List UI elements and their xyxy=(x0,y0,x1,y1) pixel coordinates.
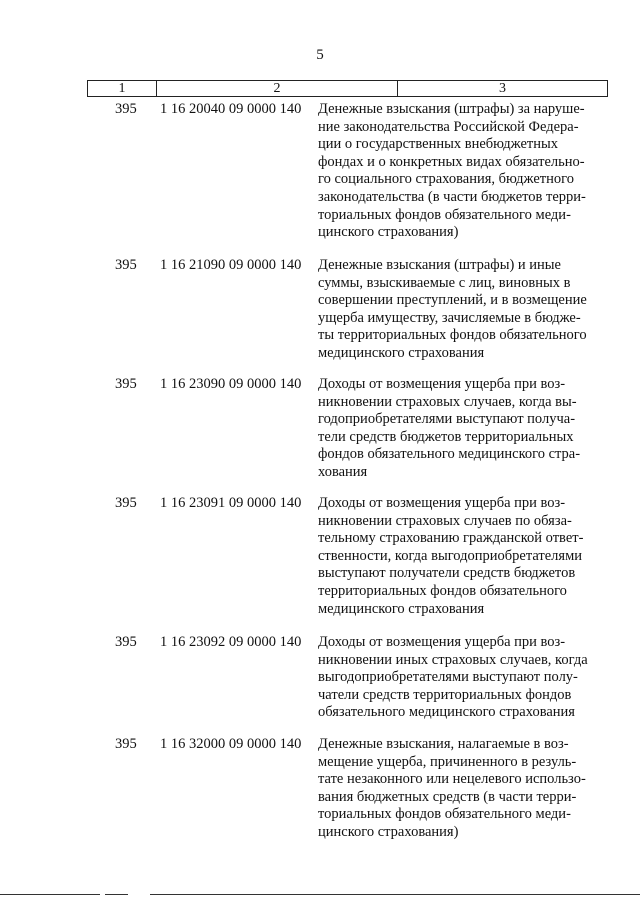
description-line: тате незаконного или нецелевого использо- xyxy=(318,771,586,788)
admin-code: 395 xyxy=(115,634,137,650)
footer-rule xyxy=(150,894,640,895)
description-line: ственности, когда выгодоприобретателями xyxy=(318,547,583,564)
admin-code: 395 xyxy=(115,101,137,117)
description-line: хования xyxy=(318,463,368,480)
description-line: никновении иных страховых случаев, когда xyxy=(318,651,588,668)
description-line: Денежные взыскания (штрафы) за наруше- xyxy=(318,101,585,117)
kbk-code: 1 16 23091 09 0000 140 xyxy=(160,495,302,511)
description-line: фондах и о конкретных видах обязательно- xyxy=(318,153,585,170)
description-line: тельному страхованию гражданской ответ- xyxy=(318,530,584,547)
description-line: ние законодательства Российской Федера- xyxy=(318,118,579,135)
description-line: годоприобретателями выступают получа- xyxy=(318,411,576,428)
admin-code: 395 xyxy=(115,495,137,511)
description-line: законодательства (в части бюджетов терри- xyxy=(318,188,586,205)
description-line: медицинского страхования xyxy=(318,600,485,617)
admin-code: 395 xyxy=(115,376,137,392)
description-line: ущерба имуществу, зачисляемые в бюдже- xyxy=(318,309,581,326)
description-line: суммы, взыскиваемые с лиц, виновных в xyxy=(318,274,571,291)
description-line: территориальных фондов обязательного xyxy=(318,582,567,599)
description-line: цинского страхования) xyxy=(318,823,459,840)
admin-code: 395 xyxy=(115,257,137,273)
page-number: 5 xyxy=(316,47,324,63)
description-line: Денежные взыскания, налагаемые в воз- xyxy=(318,736,569,752)
kbk-code: 1 16 20040 09 0000 140 xyxy=(160,101,302,117)
description-line: ции о государственных внебюджетных xyxy=(318,136,558,153)
income-description xyxy=(318,376,610,482)
income-description xyxy=(318,101,610,242)
admin-code: 395 xyxy=(115,736,137,752)
description-line: Денежные взыскания (штрафы) и иные xyxy=(318,257,561,273)
kbk-code: 1 16 23090 09 0000 140 xyxy=(160,376,302,392)
kbk-code: 1 16 23092 09 0000 140 xyxy=(160,634,302,650)
income-description xyxy=(318,634,610,722)
description-line: чатели средств территориальных фондов xyxy=(318,686,572,703)
description-line: никновении страховых случаев, когда вы- xyxy=(318,393,577,410)
description-line: цинского страхования) xyxy=(318,224,459,241)
header-col-1: 1 xyxy=(88,81,157,96)
footer-rule xyxy=(105,894,128,895)
description-line: выступают получатели средств бюджетов xyxy=(318,565,576,582)
description-line: Доходы от возмещения ущерба при воз- xyxy=(318,634,566,650)
description-line: тели средств бюджетов территориальных xyxy=(318,428,574,445)
description-line: выгодоприобретателями выступают полу- xyxy=(318,669,578,686)
header-col-2: 2 xyxy=(157,81,398,96)
table-header xyxy=(87,80,608,97)
kbk-code: 1 16 21090 09 0000 140 xyxy=(160,257,302,273)
income-description xyxy=(318,736,610,842)
footer-rule xyxy=(0,894,100,895)
description-line: ториальных фондов обязательного меди- xyxy=(318,206,571,223)
description-line: ториальных фондов обязательного меди- xyxy=(318,806,571,823)
income-description xyxy=(318,495,610,618)
description-line: никновении страховых случаев по обяза- xyxy=(318,512,572,529)
description-line: Доходы от возмещения ущерба при воз- xyxy=(318,376,566,392)
description-line: обязательного медицинского страхования xyxy=(318,704,575,721)
description-line: ты территориальных фондов обязательного xyxy=(318,327,587,344)
description-line: фондов обязательного медицинского стра- xyxy=(318,446,581,463)
description-line: вания бюджетных средств (в части терри- xyxy=(318,788,577,805)
kbk-code: 1 16 32000 09 0000 140 xyxy=(160,736,302,752)
description-line: медицинского страхования xyxy=(318,344,485,361)
income-description xyxy=(318,257,610,363)
description-line: Доходы от возмещения ущерба при воз- xyxy=(318,495,566,511)
description-line: мещение ущерба, причиненного в резуль- xyxy=(318,753,577,770)
header-col-3: 3 xyxy=(499,81,506,96)
description-line: совершении преступлений, и в возмещение xyxy=(318,292,587,309)
description-line: го социального страхования, бюджетного xyxy=(318,171,574,188)
